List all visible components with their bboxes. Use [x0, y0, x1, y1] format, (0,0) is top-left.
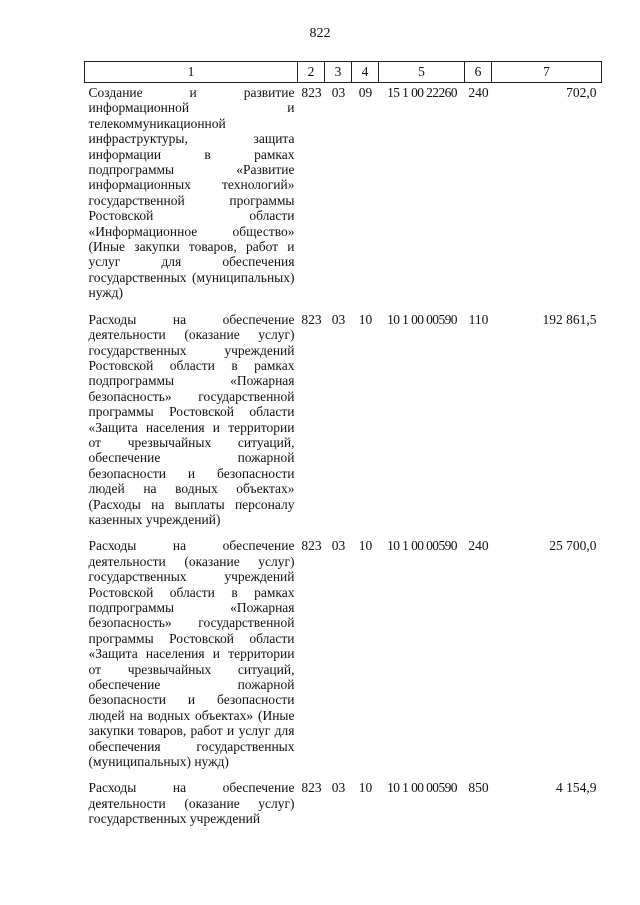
page-number: 822: [309, 26, 331, 41]
row-subsection-code: 10: [358, 780, 373, 796]
row-amount: 702,0: [566, 85, 597, 100]
table-row: [85, 310, 602, 537]
column-header: 4: [352, 62, 379, 83]
row-ministry-code: 823: [301, 780, 322, 796]
row-ministry-code: 823: [301, 538, 322, 554]
column-header: 2: [298, 62, 325, 83]
row-target-article: 15 1 00 22260: [387, 85, 457, 100]
row-description: Создание и развитие информационной и телекоммуникационной инфраструктуры, защита информации в рамках подпрограммы «Развитие информационных технологий» государственной программы Ростовской области «Информационное общество» (Иные закупки товаров, работ и услуг для обеспечения государственных (муниципальных) нужд): [88, 85, 295, 301]
table-row: [85, 536, 602, 778]
row-amount: 192 861,5: [542, 311, 597, 327]
column-header: 1: [85, 62, 298, 83]
row-expense-type: 240: [468, 538, 489, 554]
row-subsection-code: 09: [358, 85, 373, 100]
row-section-code: 03: [331, 311, 346, 327]
table-row: [85, 778, 602, 835]
row-amount: 25 700,0: [549, 538, 597, 554]
row-description: Расходы на обеспечение деятельности (оказание услуг) государственных учреждений: [88, 780, 295, 827]
row-subsection-code: 10: [358, 311, 373, 327]
budget-table: [84, 61, 602, 836]
row-target-article: 10 1 00 00590: [387, 311, 457, 327]
row-section-code: 03: [331, 780, 346, 796]
column-header: 5: [379, 62, 465, 83]
row-expense-type: 240: [468, 85, 489, 100]
row-target-article: 10 1 00 00590: [387, 780, 457, 796]
row-subsection-code: 10: [358, 538, 373, 554]
row-amount: 4 154,9: [556, 780, 597, 796]
row-description: Расходы на обеспечение деятельности (оказание услуг) государственных учреждений Ростовской области в рамках подпрограммы «Пожарная безопасность» государственной программы Ростовской области «Защита населения и территории от чрезвычайных ситуаций, обеспечение пожарной безопасности и безопасности людей на водных объектах» (Расходы на выплаты персоналу казенных учреждений): [88, 311, 295, 527]
row-section-code: 03: [331, 85, 346, 100]
row-ministry-code: 823: [301, 85, 322, 100]
row-expense-type: 850: [468, 780, 489, 796]
column-header: 7: [492, 62, 602, 83]
column-header: 3: [325, 62, 352, 83]
row-section-code: 03: [331, 538, 346, 554]
row-target-article: 10 1 00 00590: [387, 538, 457, 554]
row-ministry-code: 823: [301, 311, 322, 327]
table-header-row: [85, 62, 602, 83]
row-expense-type: 110: [468, 311, 489, 327]
row-description: Расходы на обеспечение деятельности (оказание услуг) государственных учреждений Ростовской области в рамках подпрограммы «Пожарная безопасность» государственной программы Ростовской области «Защита населения и территории от чрезвычайных ситуаций, обеспечение пожарной безопасности и безопасности людей на водных объектах» (Иные закупки товаров, работ и услуг для обеспечения государственных (муниципальных) нужд): [88, 538, 295, 770]
table-row: [85, 83, 602, 310]
column-header: 6: [465, 62, 492, 83]
